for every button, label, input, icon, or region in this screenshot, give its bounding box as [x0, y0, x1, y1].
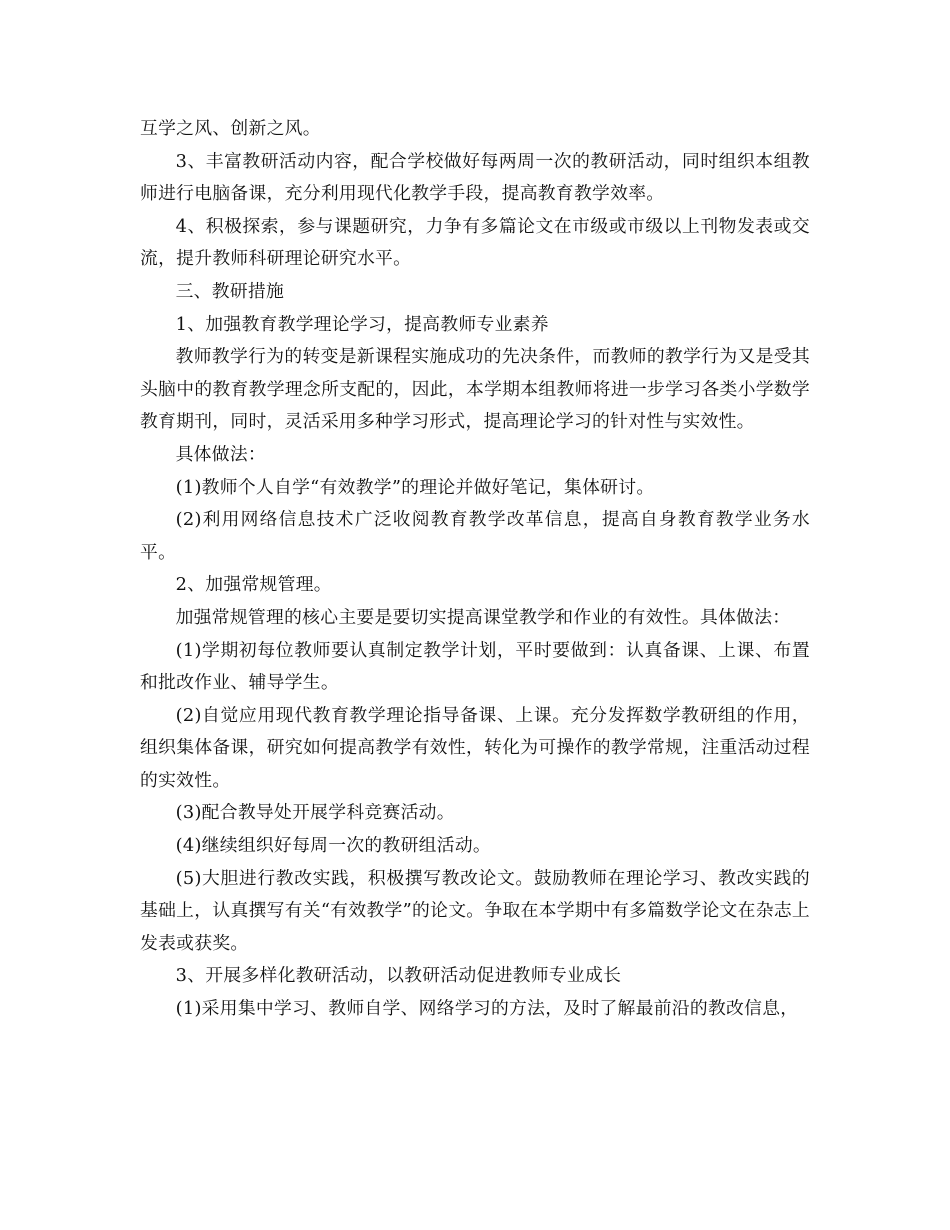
paragraph-label: 具体做法： — [175, 443, 267, 465]
section-heading: 三、教研措施 — [175, 280, 285, 302]
list-item: (2)自觉应用现代教育教学理论指导备课、上课。充分发挥数学教研组的作用，组织集体备课，研究如何提高教学有效性，转化为可操作的教学常规，注重活动过程的实效性。 — [140, 704, 810, 791]
subsection-heading-3: 3、开展多样化教研活动，以教研活动促进教师专业成长 — [175, 965, 622, 987]
list-item: (4)继续组织好每周一次的教研组活动。 — [175, 835, 491, 857]
list-item: (5)大胆进行教改实践，积极撰写教改论文。鼓励教师在理论学习、教改实践的基础上，认真撰写有关“有效教学”的论文。争取在本学期中有多篇数学论文在杂志上发表或获奖。 — [140, 867, 810, 954]
list-item: (2)利用网络信息技术广泛收阅教育教学改革信息，提高自身教育教学业务水平。 — [140, 509, 810, 563]
subsection-heading-2: 2、加强常规管理。 — [175, 574, 332, 596]
document-body — [140, 113, 810, 1026]
paragraph-body: 教师教学行为的转变是新课程实施成功的先决条件，而教师的教学行为又是受其头脑中的教育教学理念所支配的，因此，本学期本组教师将进一步学习各类小学数学教育期刊，同时，灵活采用多种学习形式，提高理论学习的针对性与实效性。 — [140, 346, 810, 433]
paragraph-item-4: 4、积极探索，参与课题研究，力争有多篇论文在市级或市级以上刊物发表或交流，提升教师科研理论研究水平。 — [140, 215, 810, 270]
list-item: (3)配合教导处开展学科竞赛活动。 — [175, 802, 455, 824]
paragraph-body: 加强常规管理的核心主要是要切实提高课堂教学和作业的有效性。具体做法： — [175, 606, 791, 628]
subsection-heading-1: 1、加强教育教学理论学习，提高教师专业素养 — [175, 313, 549, 335]
list-item: (1)采用集中学习、教师自学、网络学习的方法，及时了解最前沿的教改信息， — [175, 998, 799, 1020]
paragraph-item-3: 3、丰富教研活动内容，配合学校做好每两周一次的教研活动，同时组织本组教师进行电脑备课，充分利用现代化教学手段，提高教育教学效率。 — [140, 150, 810, 205]
list-item: (1)教师个人自学“有效教学”的理论并做好笔记，集体研讨。 — [175, 476, 655, 498]
list-item: (1)学期初每位教师要认真制定教学计划，平时要做到：认真备课、上课、布置和批改作业、辅导学生。 — [140, 639, 810, 694]
paragraph-continuation: 互学之风、创新之风。 — [140, 118, 321, 139]
